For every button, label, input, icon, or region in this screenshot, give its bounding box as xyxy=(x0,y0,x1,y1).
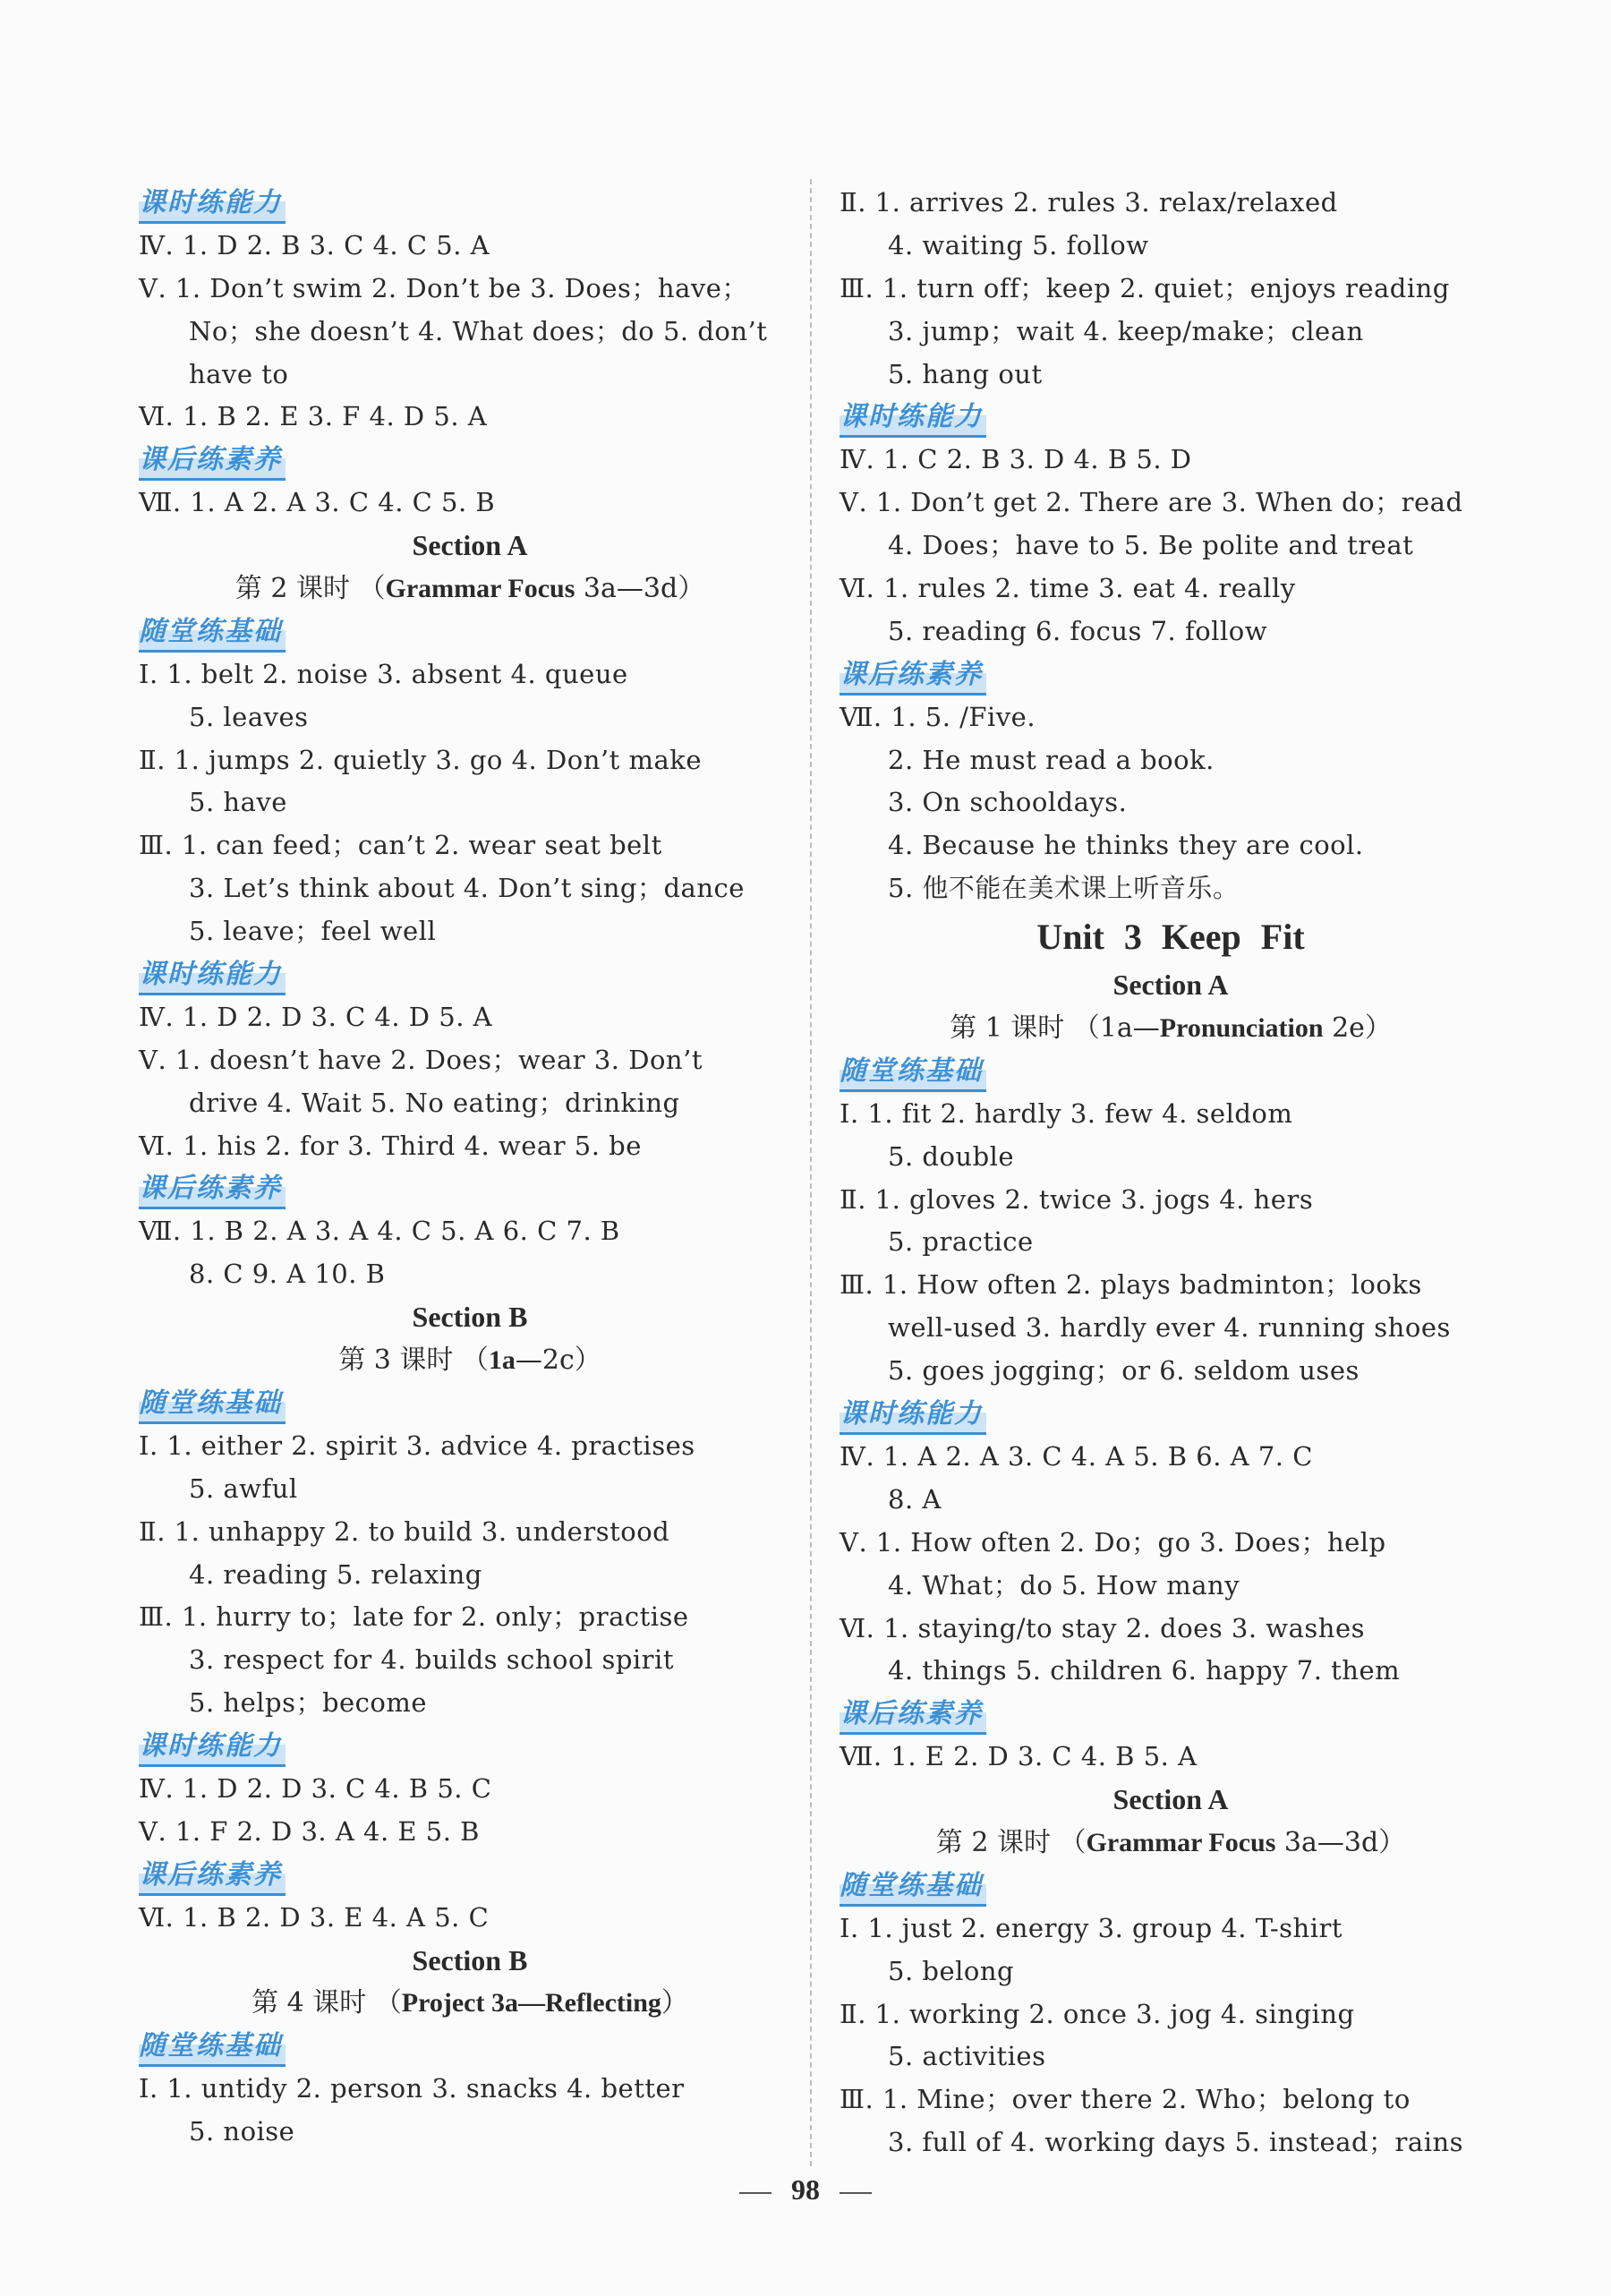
answer-line-continued: 5. belong xyxy=(888,1955,1015,1986)
answer-line: Ⅵ. 1. rules 2. time 3. eat 4. really xyxy=(840,573,1296,604)
answer-line-continued: 3. jump；wait 4. keep/make；clean xyxy=(888,315,1364,346)
lesson-title-bold: Pronunciation xyxy=(1159,1013,1324,1044)
section-header xyxy=(139,439,801,482)
answer-line: Ⅳ. 1. D 2. D 3. C 4. D 5. A xyxy=(139,1001,493,1032)
lesson-title-pre: 第 4 课时 （ xyxy=(251,1987,402,2019)
answer-line: Ⅲ. 1. How often 2. plays badminton；looks xyxy=(840,1269,1422,1301)
answer-line-continued: 4. waiting 5. follow xyxy=(888,229,1149,260)
lesson-title xyxy=(139,1982,801,2025)
section-title: Section A xyxy=(1112,1783,1229,1816)
answer-line-continued: 3. On schooldays. xyxy=(888,787,1128,818)
section-header-label: 随堂练基础 xyxy=(840,1054,986,1092)
page-number: 98 xyxy=(791,2173,820,2206)
answer-line: Ⅵ. 1. B 2. E 3. F 4. D 5. A xyxy=(139,401,488,432)
section-header xyxy=(840,1393,1502,1436)
answer-line-continued: 5. reading 6. focus 7. follow xyxy=(888,615,1268,646)
answer-line: Ⅰ. 1. just 2. energy 3. group 4. T-shirt xyxy=(840,1912,1342,1943)
lesson-title-pre: 第 1 课时 （1a— xyxy=(950,1012,1160,1045)
section-header-label: 课后练素养 xyxy=(139,1857,286,1896)
answer-line-continued: 5. hang out xyxy=(888,358,1043,389)
answer-line: Ⅳ. 1. D 2. D 3. C 4. B 5. C xyxy=(139,1772,492,1804)
answer-line: Ⅴ. 1. F 2. D 3. A 4. E 5. B xyxy=(139,1815,480,1847)
lesson-title-pre: 第 2 课时 （ xyxy=(234,573,386,605)
lesson-title-pre: 第 2 课时 （ xyxy=(935,1826,1087,1858)
answer-line: Ⅱ. 1. jumps 2. quietly 3. go 4. Don’t make xyxy=(139,744,702,775)
answer-line-continued: have to xyxy=(189,358,289,389)
answer-line: Ⅵ. 1. staying/to stay 2. does 3. washes xyxy=(840,1612,1366,1643)
answer-line-continued: 5. leave；feel well xyxy=(189,916,437,947)
answer-line: Ⅱ. 1. working 2. once 3. jog 4. singing xyxy=(840,1998,1355,2029)
answer-line: Ⅶ. 1. 5. /Five. xyxy=(840,701,1036,732)
left-column xyxy=(139,182,801,2154)
answer-line: Ⅲ. 1. turn off；keep 2. quiet；enjoys reading xyxy=(840,272,1450,303)
answer-line-continued: 3. respect for 4. builds school spirit xyxy=(189,1644,674,1676)
section-header xyxy=(139,1725,801,1768)
section-header xyxy=(139,182,801,225)
answer-line: Ⅰ. 1. belt 2. noise 3. absent 4. queue xyxy=(139,658,628,689)
lesson-title-bold: Project 3a—Reflecting xyxy=(401,1988,661,2019)
answer-line: Ⅴ. 1. doesn’t have 2. Does；wear 3. Don’t xyxy=(139,1044,703,1075)
answer-line: Ⅳ. 1. A 2. A 3. C 4. A 5. B 6. A 7. C xyxy=(840,1440,1313,1472)
answer-line-continued: 8. A xyxy=(888,1483,942,1515)
section-header-label: 随堂练基础 xyxy=(139,1386,286,1424)
answer-line: Ⅵ. 1. B 2. D 3. E 4. A 5. C xyxy=(139,1901,490,1933)
answer-line-continued: 5. leaves xyxy=(189,701,309,732)
answer-line-continued: 8. C 9. A 10. B xyxy=(189,1259,386,1290)
section-header-label: 课后练素养 xyxy=(840,1696,986,1735)
answer-line-continued: well-used 3. hardly ever 4. running shoes xyxy=(888,1312,1451,1344)
answer-line: Ⅶ. 1. E 2. D 3. C 4. B 5. A xyxy=(840,1741,1198,1772)
lesson-title xyxy=(840,1007,1502,1050)
lesson-title xyxy=(139,1339,801,1382)
section-header-label: 课后练素养 xyxy=(139,442,286,481)
section-header-label: 课时练能力 xyxy=(139,957,286,995)
lesson-title-post: —2c） xyxy=(515,1344,601,1377)
answer-line: Ⅲ. 1. Mine；over there 2. Who；belong to xyxy=(840,2084,1411,2115)
answer-line: Ⅵ. 1. his 2. for 3. Third 4. wear 5. be xyxy=(139,1130,642,1161)
answer-line-continued: 5. activities xyxy=(888,2041,1046,2072)
section-header-label: 随堂练基础 xyxy=(139,614,286,653)
answer-line-continued: 3. Let’s think about 4. Don’t sing；dance xyxy=(189,873,745,904)
answer-line: Ⅰ. 1. either 2. spirit 3. advice 4. practises xyxy=(139,1430,695,1461)
unit-title: Unit 3 Keep Fit xyxy=(1036,917,1305,958)
section-header xyxy=(139,610,801,653)
lesson-title-post: 3a—3d） xyxy=(575,573,705,605)
section-header xyxy=(840,1693,1502,1736)
answer-line: Ⅴ. 1. Don’t swim 2. Don’t be 3. Does；have； xyxy=(139,272,748,303)
answer-line: Ⅶ. 1. B 2. A 3. A 4. C 5. A 6. C 7. B xyxy=(139,1216,620,1247)
column-divider xyxy=(810,179,812,2166)
answer-line-continued: 5. noise xyxy=(189,2116,295,2147)
lesson-title-bold: Grammar Focus xyxy=(385,574,575,604)
lesson-title xyxy=(139,568,801,610)
section-header xyxy=(139,1167,801,1210)
answer-line-continued: 4. What；do 5. How many xyxy=(888,1569,1240,1600)
section-header-label: 课后练素养 xyxy=(139,1171,286,1209)
answer-line-continued: 5. practice xyxy=(888,1226,1034,1258)
lesson-title-post: 3a—3d） xyxy=(1275,1826,1406,1858)
section-header xyxy=(139,1854,801,1897)
section-header-label: 课时练能力 xyxy=(139,1728,286,1767)
answer-line: Ⅳ. 1. C 2. B 3. D 4. B 5. D xyxy=(840,444,1192,475)
section-title: Section A xyxy=(1112,969,1229,1002)
answer-line-continued: 5. helps；become xyxy=(189,1687,428,1719)
answer-line-continued: drive 4. Wait 5. No eating；drinking xyxy=(189,1087,680,1118)
page-footer xyxy=(0,2173,1611,2206)
lesson-title xyxy=(840,1822,1502,1865)
answer-line-continued: 4. things 5. children 6. happy 7. them xyxy=(888,1655,1401,1686)
answer-line: Ⅳ. 1. D 2. B 3. C 4. C 5. A xyxy=(139,229,490,260)
section-header-label: 课时练能力 xyxy=(840,1396,986,1435)
answer-line: Ⅴ. 1. Don’t get 2. There are 3. When do；read xyxy=(840,487,1463,518)
section-header xyxy=(840,1865,1502,1908)
section-header-label: 课时练能力 xyxy=(840,399,986,438)
section-header xyxy=(139,1382,801,1425)
answer-line-continued: 3. full of 4. working days 5. instead；rains xyxy=(888,2127,1464,2158)
answer-line-continued: 5. 他不能在美术课上听音乐。 xyxy=(888,873,1240,904)
section-header-label: 随堂练基础 xyxy=(840,1868,986,1907)
answer-line-continued: No；she doesn’t 4. What does；do 5. don’t xyxy=(189,315,768,346)
answer-line-continued: 5. double xyxy=(888,1140,1015,1172)
answer-line-continued: 5. have xyxy=(189,787,287,818)
answer-line: Ⅲ. 1. hurry to；late for 2. only；practise xyxy=(139,1601,689,1633)
section-header-label: 课后练素养 xyxy=(840,657,986,696)
footer-dash-right xyxy=(840,2192,872,2194)
answer-line: Ⅱ. 1. unhappy 2. to build 3. understood xyxy=(139,1515,670,1547)
answer-line-continued: 5. awful xyxy=(189,1472,298,1504)
lesson-title-pre: 第 3 课时 （ xyxy=(338,1344,489,1377)
lesson-title-post: 2e） xyxy=(1323,1012,1392,1045)
section-title: Section A xyxy=(412,529,528,562)
answer-line-continued: 4. Because he thinks they are cool. xyxy=(888,830,1364,861)
section-title: Section B xyxy=(412,1943,528,1976)
answer-line-continued: 5. goes jogging；or 6. seldom uses xyxy=(888,1355,1360,1387)
section-header xyxy=(139,953,801,996)
right-column xyxy=(840,182,1502,2164)
section-header xyxy=(840,653,1502,696)
answer-line: Ⅴ. 1. How often 2. Do；go 3. Does；help xyxy=(840,1526,1386,1558)
lesson-title-bold: 1a xyxy=(488,1345,516,1376)
section-title: Section B xyxy=(412,1301,528,1334)
section-header xyxy=(840,396,1502,439)
answer-line: Ⅰ. 1. fit 2. hardly 3. few 4. seldom xyxy=(840,1097,1293,1129)
section-header-label: 课时练能力 xyxy=(139,185,286,224)
answer-line: Ⅰ. 1. untidy 2. person 3. snacks 4. better xyxy=(139,2073,685,2104)
answer-line: Ⅱ. 1. arrives 2. rules 3. relax/relaxed xyxy=(840,187,1338,218)
answer-line-continued: 2. He must read a book. xyxy=(888,744,1215,775)
section-header-label: 随堂练基础 xyxy=(139,2028,286,2067)
answer-line: Ⅱ. 1. gloves 2. twice 3. jogs 4. hers xyxy=(840,1183,1314,1215)
answer-line: Ⅶ. 1. A 2. A 3. C 4. C 5. B xyxy=(139,487,496,518)
answer-line-continued: 4. reading 5. relaxing xyxy=(189,1558,482,1590)
section-header xyxy=(139,2025,801,2068)
answer-line: Ⅲ. 1. can feed；can’t 2. wear seat belt xyxy=(139,830,662,861)
answer-line-continued: 4. Does；have to 5. Be polite and treat xyxy=(888,530,1414,561)
lesson-title-post: ） xyxy=(661,1987,688,2019)
lesson-title-bold: Grammar Focus xyxy=(1086,1827,1276,1857)
footer-dash-left xyxy=(739,2192,771,2194)
section-header xyxy=(840,1050,1502,1093)
